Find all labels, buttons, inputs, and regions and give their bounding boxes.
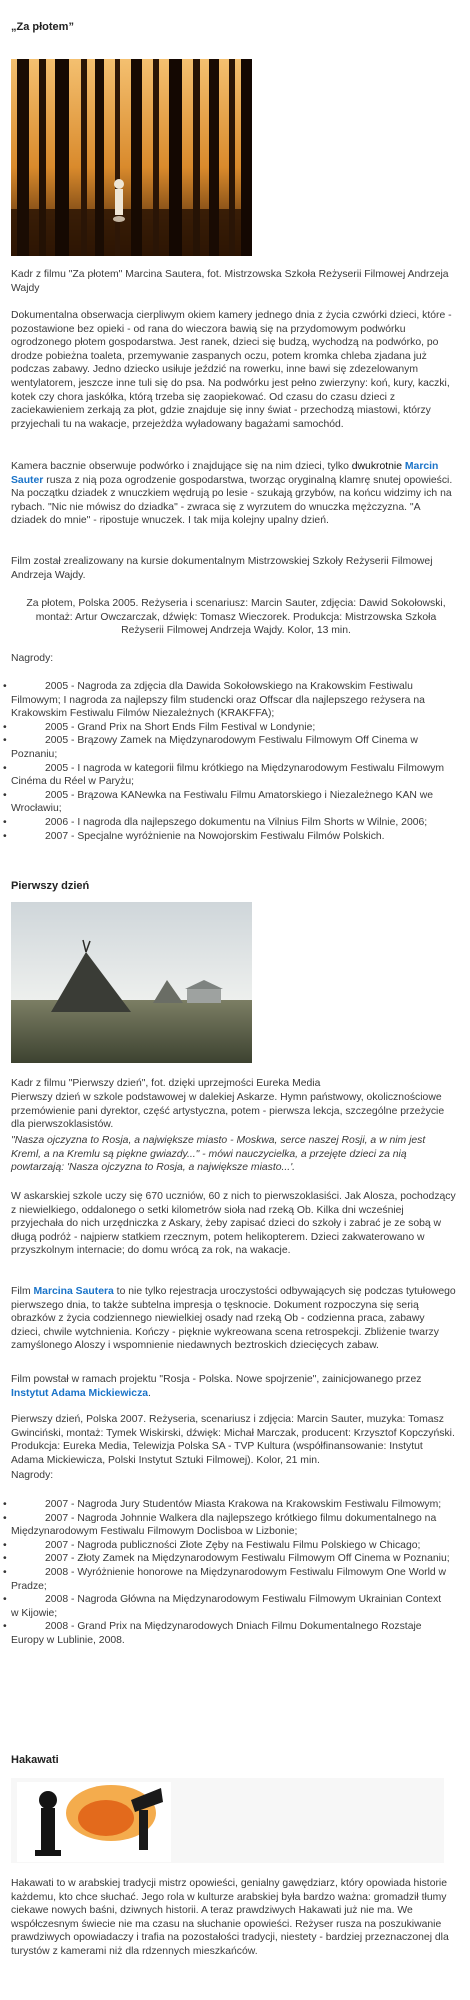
text-span: Film powstał w ramach projektu "Rosja - Polska. Nowe spojrzenie", zainicjowanego przez <box>11 1374 422 1385</box>
film-still-za-plotem <box>11 59 252 256</box>
quote-text: "Nasza ojczyzna to Rosja, a największe miasto - Moskwa, serce naszej Rosji, a w nim jest Kreml, a na Kremlu są piękne gwiazdy..." - mówi nauczycielka, a przejęte dzieci za nią powtarzają: 'Nasza ojczyzna to Rosja, a największe miasto...'. <box>11 1135 426 1174</box>
paragraph <box>11 1285 456 1353</box>
photo-caption: Kadr z filmu "Za płotem" Marcina Sautera, fot. Mistrzowska Szkoła Reżyserii Filmowej Andrzeja Wajdy <box>11 269 449 294</box>
paragraph: Hakawati to w arabskiej tradycji mistrz opowieści, genialny gawędziarz, który opowiada historie każdemu, kto chce słuchać. Jego rola w kulturze arabskiej była bardzo ważna: gromadził tłumy ciekawe nowych baśni, dziwnych historii. A teraz prawdziwych Hakawati już nie ma. We współczesnym świecie nie ma czasu na słuchanie opowieści. Reżyser rusza na poszukiwanie prawdziwych opowiadaczy i trafia na pozostałości tradycji, niestety - bardziej przeznaczonej dla turystów z kamerami niż dla rdzennych mieszkańców. <box>11 1878 449 1957</box>
award-item: • 2007 - Nagroda Johnnie Walkera dla najlepszego krótkiego filmu dokumentalnego na Międzynarodowym Festiwalu Filmowym Doclisboa w Lizbonie; <box>11 1512 451 1539</box>
award-item: • 2007 - Złoty Zamek na Międzynarodowym Festiwalu Filmowym Off Cinema w Poznaniu; <box>11 1552 451 1566</box>
text-span: to nie tylko rejestracja uroczystości odbywających się podczas tytułowego pierwszego dnia, to także subtelna impresja o tęsknocie. Dokument rozpoczyna się serią obrazków z życia codziennego niewielkiej osady nad rzeką Ob - codzienna praca, zabawy dzieci, chwile wytchnienia. Kończy - pięknie wykreowana scena retrospekcji. Zbliżenie twarzy zamyślonego Aloszy i wspomnienie niedawnych beztroskich dziecięcych zabaw. <box>11 1286 456 1352</box>
quote <box>11 1134 456 1175</box>
paragraph: Dokumentalna obserwacja cierpliwym okiem kamery jednego dnia z życia czwórki dzieci, które - pozostawione bez opieki - od rana do wieczora bawią się na przydomowym podwórku ogrodzonego płotem gospodarstwa. Jest ranek, dzieci się budzą, wychodzą na podwórko, po drodze pobieżna toaleta, przemywanie zaspanych oczu, potem kromka chleba zjadana już podczas zabawy. Jedno dziecko usiłuje jeździć na rowerku, inne bawi się zdezelowanym wentylatorem, jeszcze inne tuli się do psa. Na podwórku jest pełno zwierzyny: koń, kury, kaczki, kotek czy chora jaskółka, którą trzeba się zaopiekować. Od czasu do czasu dzieci z zaciekawieniem zerkają za płot, gdzie znajduje się inny świat - przechodzą miastowi, którzy przyjechali tu na wakacje, przejeżdża wyładowany bagażami samochód. <box>11 310 452 430</box>
paragraph <box>11 460 456 528</box>
paragraph <box>11 1373 456 1400</box>
award-item: • 2008 - Wyróżnienie honorowe na Międzynarodowym Festiwalu Filmowym One World w Pradze; <box>11 1566 451 1593</box>
award-item: • 2005 - Brązowy Zamek na Międzynarodowym Festiwalu Filmowym Off Cinema w Poznaniu; <box>11 734 451 761</box>
paragraph: Film został zrealizowany na kursie dokumentalnym Mistrzowskiej Szkoły Reżyserii Filmowej Andrzeja Wajdy. <box>11 556 433 581</box>
award-item: • 2005 - I nagroda w kategorii filmu krótkiego na Międzynarodowym Festiwalu Filmowym Cinéma du Réel w Paryżu; <box>11 762 451 789</box>
award-item: • 2008 - Grand Prix na Międzynarodowych Dniach Filmu Dokumentalnego Rozstaje Europy w Lublinie, 2008. <box>11 1620 451 1647</box>
link-marcin-sauter[interactable]: Marcin Sauter <box>11 461 439 486</box>
text-span: Kamera bacznie obserwuje podwórko i znajdujące się na nim dzieci, tylko <box>11 461 352 472</box>
film-still-pierwszy-dzien <box>11 902 252 1063</box>
award-item: • 2007 - Nagroda publiczności Złote Zęby na Festiwalu Filmu Polskiego w Chicago; <box>11 1539 451 1553</box>
awards-label: Nagrody: <box>11 653 54 664</box>
awards-list <box>11 1498 451 1648</box>
awards-list <box>11 680 451 843</box>
link-instytut-adama-mickiewicza[interactable]: Instytut Adama Mickiewicza <box>11 1387 149 1399</box>
paragraph: Pierwszy dzień w szkole podstawowej w dalekiej Askarze. Hymn państwowy, okolicznościowe przemówienie pani dyrektor, część artystyczna, potem - pierwsza lekcja, szczególne przeżycie dla pierwszoklasistów. <box>11 1092 445 1131</box>
text-span: Film <box>11 1286 34 1297</box>
hakawati-photo <box>11 1778 444 1863</box>
section-title-hakawati: Hakawati <box>11 1754 59 1766</box>
awards-label: Nagrody: <box>11 1470 54 1481</box>
paragraph: W askarskiej szkole uczy się 670 uczniów, 60 z nich to pierwszoklasiści. Jak Alosza, pochodzący z niewielkiego, oddalonego o setki kilometrów sioła nad rzeką Ob. Kilka dni wcześniej przyjechała do nich urzędniczka z Askary, żeby zapisać dzieci do szkoły i zabrać je ze sobą w długą podróż - najpierw statkiem rzecznym, potem helikopterem. Dzieci zakwaterowano w przyszkolnym internacie; do domu wrócą za rok, na wakacje. <box>11 1191 456 1257</box>
section-title-pierwszy-dzien: Pierwszy dzień <box>11 880 90 892</box>
tent-landscape-photo <box>11 902 252 1063</box>
section-title-za-plotem: „Za płotem” <box>11 21 74 33</box>
film-still-hakawati <box>11 1778 444 1863</box>
award-item: • 2005 - Nagroda za zdjęcia dla Dawida Sokołowskiego na Krakowskim Festiwalu Filmowym; I nagroda za najlepszy film studencki oraz Offscar dla najlepszego reżysera na Krakowskim Festiwalu Filmów Niezależnych (KRAKFFA); <box>11 680 451 721</box>
award-item: • 2008 - Nagroda Główna na Międzynarodowym Festiwalu Filmowym Ukrainian Context w Kijowie; <box>11 1593 451 1620</box>
award-item: • 2007 - Specjalne wyróżnienie na Nowojorskim Festiwalu Filmów Polskich. <box>11 830 451 844</box>
award-item: • 2005 - Brązowa KANewka na Festiwalu Filmu Amatorskiego i Niezależnego KAN we Wrocławiu; <box>11 789 451 816</box>
film-credits: Za płotem, Polska 2005. Reżyseria i scenariusz: Marcin Sauter, zdjęcia: Dawid Sokołowski, montaż: Artur Owczarczak, dźwięk: Tomasz Wieczorek. Produkcja: Mistrzowska Szkoła Reżyserii Filmowej Andrzeja Wajdy. Kolor, 13 min. <box>26 598 446 637</box>
text-span: . <box>148 1387 151 1399</box>
award-item: • 2006 - I nagroda dla najlepszego dokumentu na Vilnius Film Shorts w Wilnie, 2006; <box>11 816 451 830</box>
photo-caption: Kadr z filmu "Pierwszy dzień", fot. dzięki uprzejmości Eureka Media <box>11 1078 321 1089</box>
text-span: rusza z nią poza ogrodzenie gospodarstwa, tworząc oryginalną klamrę snutej opowieści. Na początku dziadek z wnuczkiem wędrują po lesie - szukają grzybów, na końcu widzimy ich na rybach. "Nic nie mówisz do dziadka" - zwraca się z wyrzutem do wnuczka mężczyzna. "A dziadek do mnie" - ripostuje wnuczek. I tak mija kolejny upalny dzień. <box>11 474 453 527</box>
link-marcina-sautera[interactable]: Marcina Sautera <box>33 1286 114 1297</box>
forest-photo <box>11 59 252 256</box>
award-item: • 2005 - Grand Prix na Short Ends Film Festival w Londynie; <box>11 721 451 735</box>
film-credits: Pierwszy dzień, Polska 2007. Reżyseria, scenariusz i zdjęcia: Marcin Sauter, muzyka: Tomasz Gwinciński, montaż: Tymek Wiskirski, dźwięk: Michał Marczak, producent: Krzysztof Kopczyński. Produkcja: Eureka Media, Telewizja Polska SA - TVP Kultura (współfinansowanie: Instytut Adama Mickiewicza, Polski Instytut Sztuki Filmowej). Kolor, 21 min. <box>11 1414 455 1466</box>
award-item: • 2007 - Nagroda Jury Studentów Miasta Krakowa na Krakowskim Festiwalu Filmowym; <box>11 1498 451 1512</box>
text-span: dwukrotnie <box>351 461 405 472</box>
